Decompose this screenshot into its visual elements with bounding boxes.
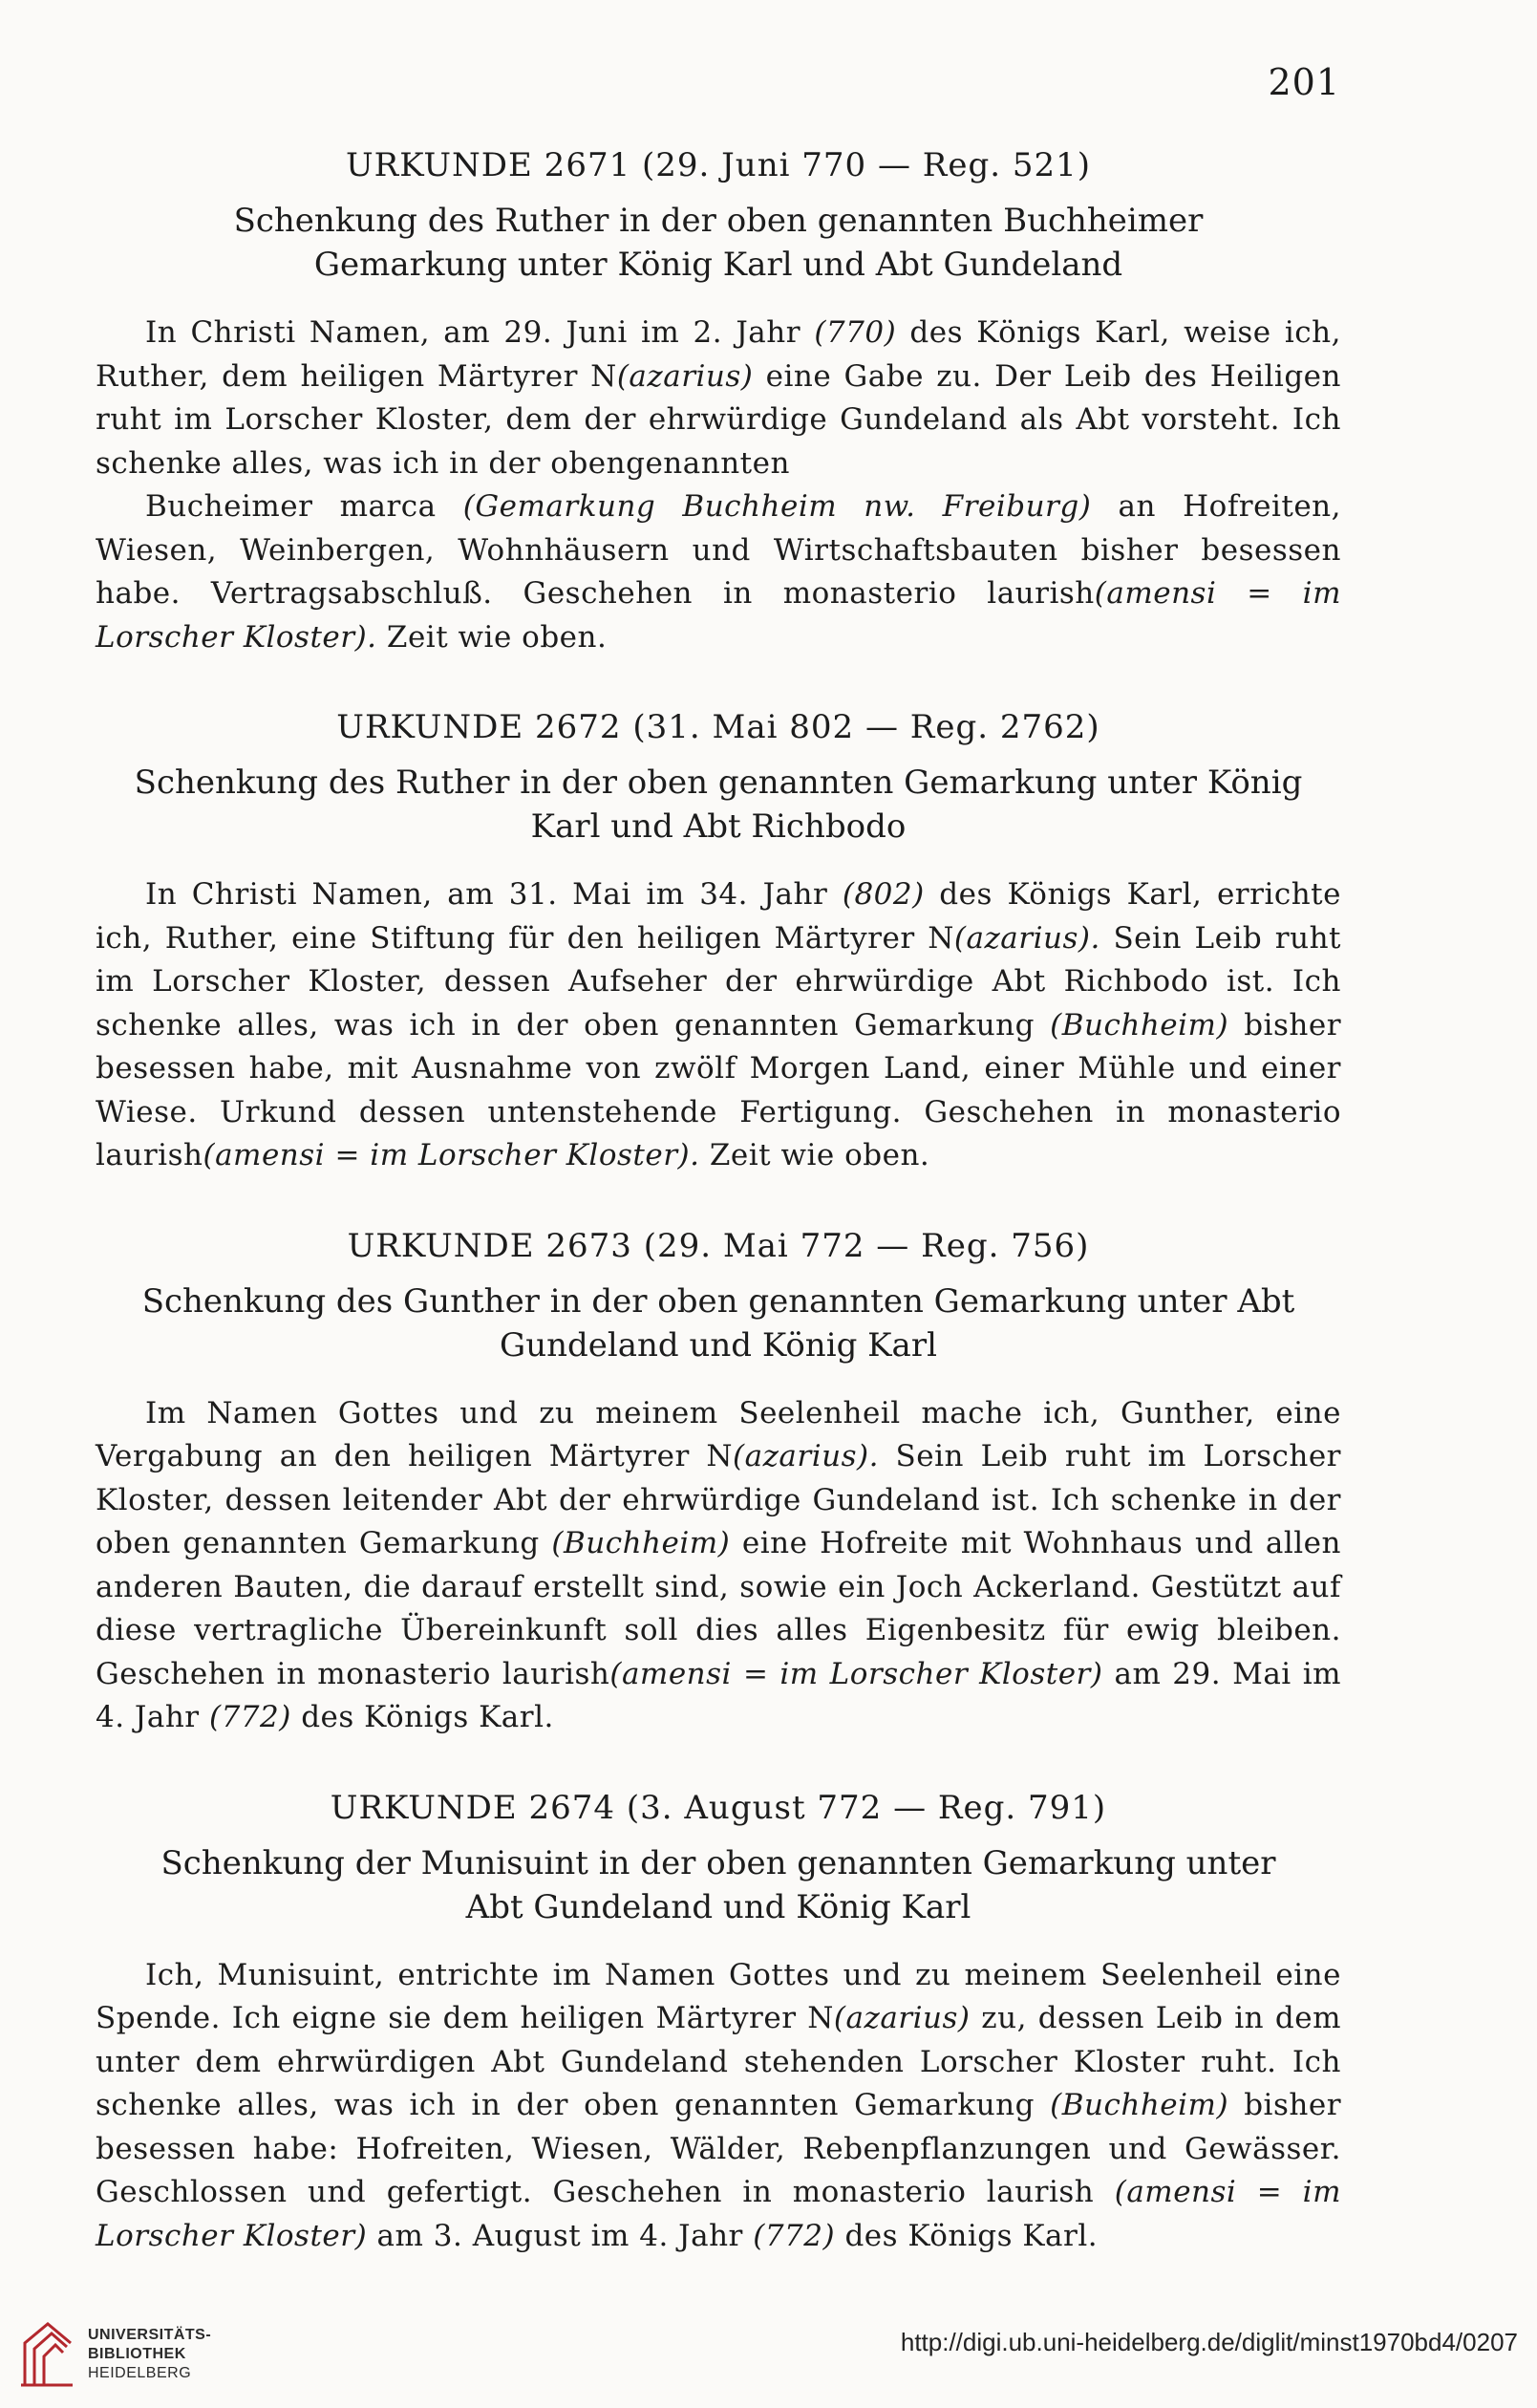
italic-run: (772) bbox=[753, 2218, 836, 2253]
document-title: Schenkung des Gunther in der oben genannten Gemarkung unter Abt Gundeland und König Karl bbox=[141, 1281, 1295, 1365]
italic-run: (azarius). bbox=[953, 920, 1100, 956]
page-number: 201 bbox=[1268, 61, 1340, 103]
text-run: Zeit wie oben. bbox=[699, 1138, 930, 1172]
document-body bbox=[96, 312, 1341, 659]
text-run: des Königs Karl, errichte ich, Ruther, eine Stiftung für den heiligen Märtyrer N bbox=[96, 877, 1341, 956]
text-run: des Königs Karl. bbox=[290, 1700, 554, 1734]
logo-line: BIBLIOTHEK bbox=[88, 2346, 186, 2362]
text-run: des Königs Karl. bbox=[835, 2218, 1099, 2253]
italic-run: (azarius) bbox=[616, 358, 754, 394]
document-body bbox=[96, 1392, 1341, 1740]
text-run: Ich, Munisuint, entrichte im Namen Gottes und zu meinem Seelenheil eine Spende. Ich eigne sie dem heiligen Märtyrer N bbox=[96, 1957, 1341, 2035]
paragraph bbox=[96, 1392, 1341, 1740]
text-run: des Königs Karl, weise ich, Ruther, dem heiligen Märtyrer N bbox=[96, 315, 1341, 394]
document-body bbox=[96, 1954, 1341, 2259]
urkunde-2672 bbox=[96, 705, 1341, 1178]
text-run: Bucheimer marca bbox=[145, 489, 463, 524]
paragraph bbox=[96, 873, 1341, 1178]
document-header: URKUNDE 2673 (29. Mai 772 — Reg. 756) bbox=[347, 1226, 1090, 1265]
urkunde-2673 bbox=[96, 1224, 1341, 1740]
text-run: am 3. August im 4. Jahr bbox=[367, 2218, 754, 2253]
page-content bbox=[96, 143, 1341, 2304]
italic-run: (772) bbox=[208, 1700, 291, 1734]
italic-run: (Buchheim) bbox=[1050, 2088, 1229, 2122]
italic-run: (amensi = im Lorscher Kloster) bbox=[96, 2175, 1341, 2253]
text-run: bisher besessen habe, mit Ausnahme von zwölf Morgen Land, einer Mühle und einer Wiese. Urkund dessen untenstehende Fertigung. Geschehen in monasterio laurish bbox=[96, 1007, 1342, 1172]
text-run: Sein Leib ruht im Lorscher Kloster, dessen leitender Abt der ehrwürdige Gundeland ist. Ich schenke in der oben genannten Gemarkung bbox=[96, 1439, 1341, 1560]
document-title: Schenkung der Munisuint in der oben genannten Gemarkung unter Abt Gundeland und König Karl bbox=[160, 1843, 1276, 1926]
italic-run: (azarius). bbox=[733, 1439, 879, 1473]
paragraph bbox=[96, 485, 1341, 659]
italic-run: (amensi = im Lorscher Kloster). bbox=[203, 1138, 700, 1172]
urkunde-2671 bbox=[96, 143, 1341, 659]
italic-run: (amensi = im Lorscher Kloster) bbox=[609, 1656, 1103, 1691]
document-body bbox=[96, 873, 1341, 1178]
text-run: Sein Leib ruht im Lorscher Kloster, dessen Aufseher der ehrwürdige Abt Richbodo ist. Ich schenke alles, was ich in der oben genannten Gemarkung bbox=[96, 920, 1342, 1043]
text-run: bisher besessen habe: Hofreiten, Wiesen, Wälder, Rebenpflanzungen und Gewässer. Geschlossen und gefertigt. Geschehen in monasterio laurish bbox=[96, 2088, 1342, 2209]
library-logo-icon bbox=[19, 2320, 75, 2389]
paragraph bbox=[96, 1954, 1341, 2259]
text-run: am 29. Mai im 4. Jahr bbox=[96, 1656, 1342, 1734]
text-run: eine Hofreite mit Wohnhaus und allen anderen Bauten, die darauf erstellt sind, sowie ein Joch Ackerland. Gestützt auf diese vertragliche Übereinkunft soll dies alles Eigenbesitz für ewig bleiben. Geschehen in monasterio laurish bbox=[96, 1526, 1341, 1691]
logo-line: UNIVERSITÄTS- bbox=[88, 2327, 212, 2343]
document-header: URKUNDE 2671 (29. Juni 770 — Reg. 521) bbox=[345, 146, 1092, 184]
italic-run: (amensi = im Lorscher Kloster). bbox=[96, 576, 1341, 655]
italic-run: (azarius) bbox=[833, 2001, 971, 2035]
italic-run: (Buchheim) bbox=[1050, 1007, 1229, 1043]
urkunde-2674 bbox=[96, 1786, 1341, 2259]
document-title: Schenkung des Ruther in der oben genannten Buchheimer Gemarkung unter König Karl und Abt Gundeland bbox=[233, 202, 1204, 284]
document-header: URKUNDE 2674 (3. August 772 — Reg. 791) bbox=[330, 1788, 1107, 1827]
text-run: Im Namen Gottes und zu meinem Seelenheil mache ich, Gunther, eine Vergabung an den heiligen Märtyrer N bbox=[96, 1395, 1341, 1473]
text-run: In Christi Namen, am 29. Juni im 2. Jahr bbox=[145, 315, 815, 350]
logo-line: HEIDELBERG bbox=[88, 2365, 192, 2381]
paragraph bbox=[96, 312, 1341, 485]
text-run: eine Gabe zu. Der Leib des Heiligen ruht im Lorscher Kloster, dem der ehrwürdige Gundeland als Abt vorsteht. Ich schenke alles, was ich in der obengenannten bbox=[96, 358, 1341, 481]
footer bbox=[0, 2303, 1537, 2408]
text-run: zu, dessen Leib in dem unter dem ehrwürdigen Abt Gundeland stehenden Lorscher Kloster ruht. Ich schenke alles, was ich in der oben genannten Gemarkung bbox=[96, 2001, 1341, 2122]
text-run: an Hofreiten, Wiesen, Weinbergen, Wohnhäusern und Wirtschaftsbauten bisher besessen habe. Vertragsabschluß. Geschehen in monasterio laurish bbox=[96, 489, 1342, 611]
library-logo-text bbox=[88, 2326, 211, 2383]
text-run: In Christi Namen, am 31. Mai im 34. Jahr bbox=[145, 877, 843, 912]
source-url-link[interactable]: http://digi.ub.uni-heidelberg.de/diglit/minst1970bd4/0207 bbox=[900, 2328, 1518, 2356]
italic-run: (Gemarkung Buchheim nw. Freiburg) bbox=[462, 489, 1092, 524]
document-header: URKUNDE 2672 (31. Mai 802 — Reg. 2762) bbox=[336, 708, 1100, 746]
italic-run: (Buchheim) bbox=[551, 1526, 731, 1560]
italic-run: (802) bbox=[842, 877, 925, 912]
text-run: Zeit wie oben. bbox=[376, 619, 608, 655]
italic-run: (770) bbox=[814, 315, 897, 350]
document-title: Schenkung des Ruther in der oben genannten Gemarkung unter König Karl und Abt Richbodo bbox=[134, 763, 1303, 846]
